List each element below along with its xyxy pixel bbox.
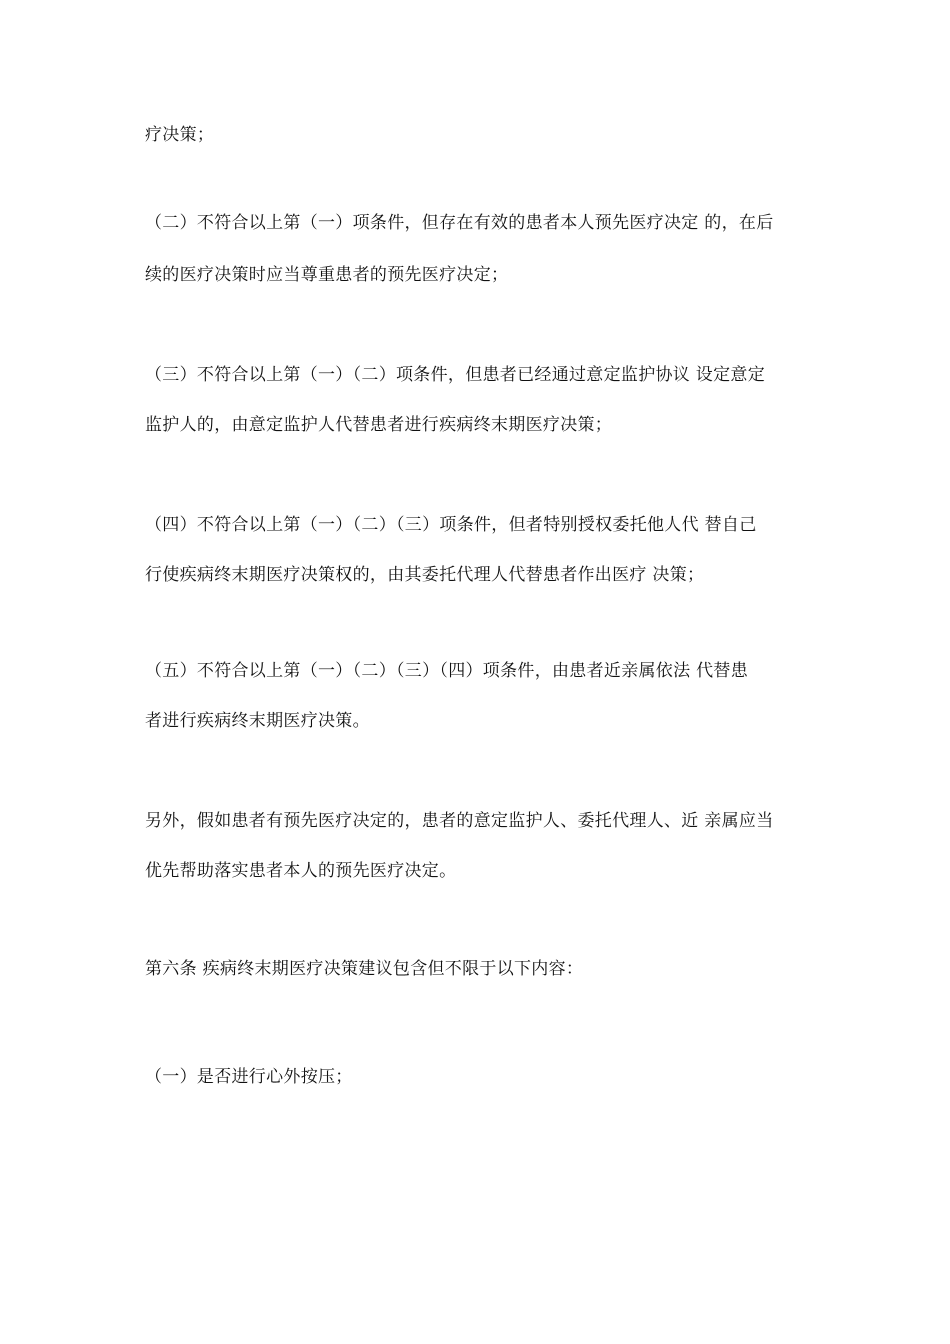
text-line: 者进行疾病终末期医疗决策。 <box>145 711 370 731</box>
text-line: 续的医疗决策时应当尊重患者的预先医疗决定； <box>145 265 509 285</box>
text-line: （二）不符合以上第（一）项条件，但存在有效的患者本人预先医疗决定 的，在后 <box>145 213 774 233</box>
text-line: 监护人的，由意定监护人代替患者进行疾病终末期医疗决策； <box>145 415 613 435</box>
text-line: （五）不符合以上第（一）（二）（三）（四）项条件，由患者近亲属依法 代替患 <box>145 661 749 681</box>
text-line: 另外，假如患者有预先医疗决定的，患者的意定监护人、委托代理人、近 亲属应当 <box>145 811 774 831</box>
text-line: 行使疾病终末期医疗决策权的，由其委托代理人代替患者作出医疗 决策； <box>145 565 705 585</box>
text-line: （三）不符合以上第（一）（二）项条件，但患者已经通过意定监护协议 设定意定 <box>145 365 766 385</box>
text-line: 优先帮助落实患者本人的预先医疗决定。 <box>145 861 457 881</box>
text-line: 疗决策； <box>145 125 215 145</box>
section-heading: 第六条 疾病终末期医疗决策建议包含但不限于以下内容： <box>145 959 584 979</box>
text-line: （四）不符合以上第（一）（二）（三）项条件，但者特别授权委托他人代 替自己 <box>145 515 757 535</box>
text-line: （一）是否进行心外按压； <box>145 1067 353 1087</box>
